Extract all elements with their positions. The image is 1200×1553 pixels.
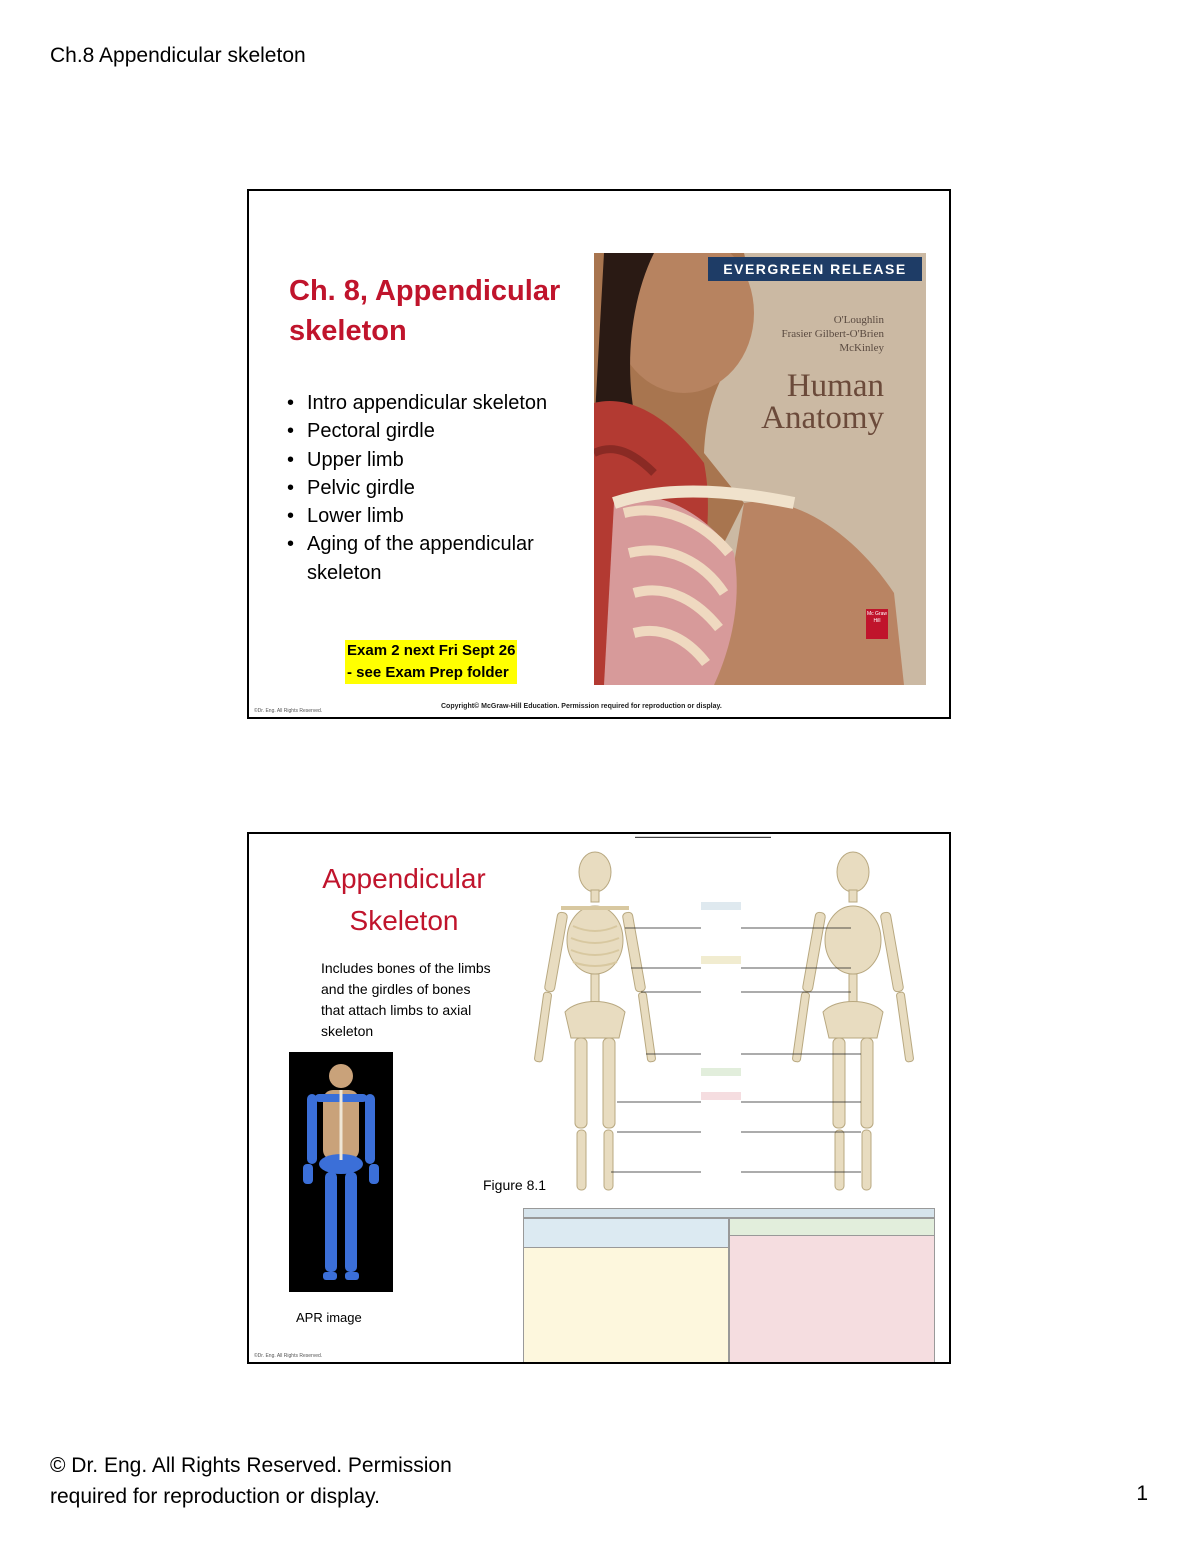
evergreen-banner: EVERGREEN RELEASE [708,257,922,281]
publisher-logo: Mc Graw Hill [866,609,888,639]
author-name: O'Loughlin [833,314,884,326]
page-footer [50,1450,452,1512]
slide-copyright: Copyright© McGraw-Hill Education. Permission required for reproduction or display. [441,703,722,710]
topic-item: • Lower limb [285,502,577,530]
cover-title-line-1: Human [786,368,884,404]
slide-2-title: Appendicular Skeleton [322,863,486,936]
page-header: Ch.8 Appendicular skeleton [50,44,306,67]
footer-line-2: required for reproduction or display. [50,1485,380,1508]
author-name: McKinley [839,342,884,354]
topic-item: • Intro appendicular skeleton [285,389,577,417]
topic-item: • Pelvic girdle [285,474,577,502]
slide-1-title: Ch. 8, Appendicular skeleton [289,275,561,347]
apr-body-illustration [289,1052,393,1292]
exam-notice-line-1: Exam 2 next Fri Sept 26 [347,642,516,659]
cover-authors [782,313,884,355]
apr-image [289,1052,393,1292]
topic-list [285,389,577,587]
table-lower-column [729,1218,935,1364]
cover-title-line-2: Anatomy [761,400,884,436]
slide-2-tiny-header: ▬▬▬▬▬▬▬▬▬▬▬▬▬▬▬▬▬▬▬▬▬▬▬▬▬▬▬▬▬▬▬▬▬▬ [635,834,771,839]
apr-image-label: APR image [296,1310,362,1325]
skeleton-illustration [521,842,941,1202]
table-pectoral-cell [523,1218,729,1248]
topic-item: • Upper limb [285,446,577,474]
topic-item: • Aging of the appendicular skeleton [285,530,577,587]
exam-notice-line-2: - see Exam Prep folder [347,664,509,681]
slide-2-tiny-footer: ©Dr. Eng. All Rights Reserved. [254,1353,323,1359]
table-header [523,1208,935,1218]
exam-notice [345,640,517,684]
slide-2-description: Includes bones of the limbs and the girdles of bones that attach limbs to axial skeleton [321,960,491,1039]
slide-1 [247,189,951,719]
author-name: Frasier Gilbert-O'Brien [781,328,884,340]
skeleton-figure [521,842,941,1202]
table-pelvic-cell [729,1218,935,1236]
footer-line-1: © Dr. Eng. All Rights Reserved. Permission [50,1454,452,1477]
slide-1-tiny-footer: ©Dr. Eng. All Rights Reserved. [254,708,323,714]
topic-item: • Pectoral girdle [285,417,577,445]
textbook-cover [594,253,926,685]
page-number: 1 [1136,1482,1148,1505]
figure-label: Figure 8.1 [483,1177,547,1193]
bone-summary-table [523,1208,935,1364]
cover-title [761,370,884,434]
slide-2 [247,832,951,1364]
